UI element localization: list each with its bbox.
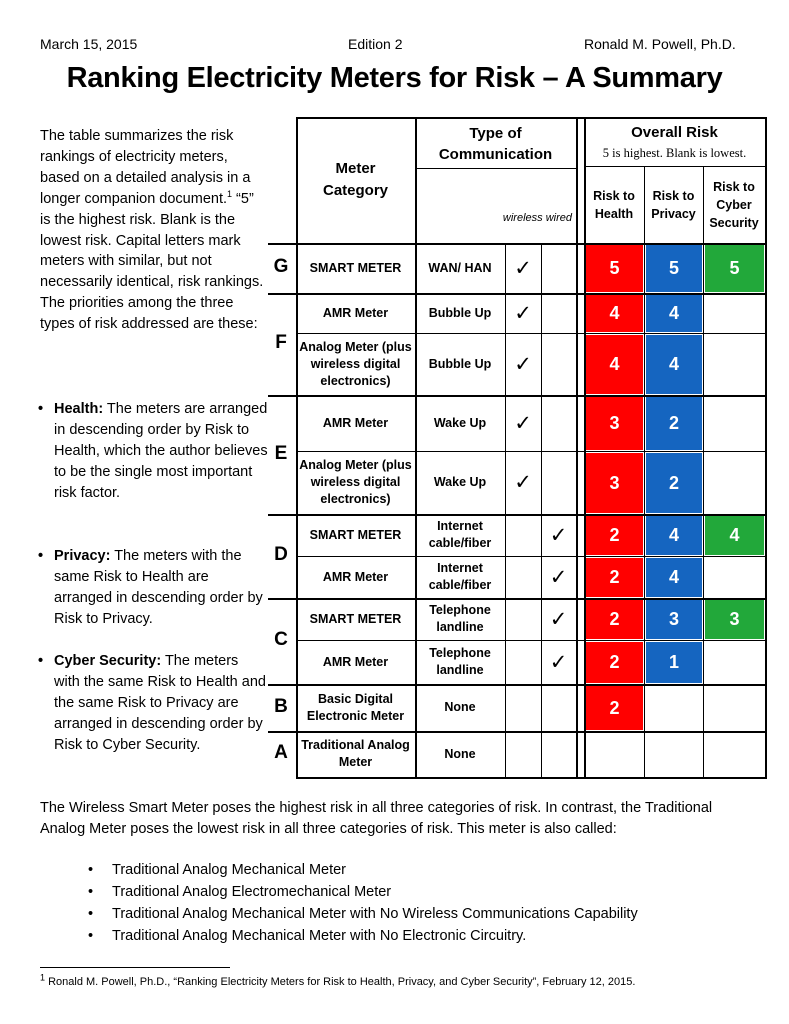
wired-check-icon: ✓: [549, 650, 568, 674]
bullet-privacy: [38, 546, 268, 630]
bullet-health: [38, 399, 268, 504]
header-author: Ronald M. Powell, Ph.D.: [584, 36, 736, 52]
communication-cell: Bubble Up: [428, 356, 492, 371]
wired-check-icon: ✓: [549, 523, 568, 547]
risk-privacy-value: 4: [646, 295, 702, 332]
row-divider: [296, 640, 767, 641]
bullet-label: Health:: [54, 401, 104, 417]
list-bullet: •: [88, 928, 94, 944]
group-letter: E: [274, 442, 288, 464]
risk-cyber-value: 3: [705, 600, 764, 639]
wireless-check-icon: ✓: [514, 352, 532, 376]
communication-cell: Telephone landline: [429, 603, 491, 634]
header-risk-cyber: Risk to Cyber Security: [709, 180, 759, 230]
meter-category-cell: Analog Meter (plus wireless digital electronics): [299, 458, 412, 506]
risk-health-value: 5: [586, 245, 643, 292]
meter-category-cell: Analog Meter (plus wireless digital electronics): [299, 339, 412, 388]
risk-cyber-value: 5: [705, 245, 764, 292]
risk-health-value: 2: [586, 558, 643, 597]
risk-health-value: 2: [586, 600, 643, 639]
table-line: [415, 168, 576, 169]
wireless-check-icon: ✓: [514, 471, 532, 494]
risk-health-value: 2: [586, 516, 643, 555]
meter-category-cell: SMART METER: [309, 527, 402, 542]
bullet-text: The meters are arranged in descending order by Risk to Health, which the author believes to be the single most important risk factor.: [54, 401, 268, 501]
communication-cell: Wake Up: [433, 475, 487, 489]
header-comm-sub: wireless wired: [502, 211, 572, 224]
communication-cell: None: [444, 746, 476, 761]
wireless-check-icon: ✓: [514, 411, 532, 435]
communication-cell: Bubble Up: [428, 305, 492, 320]
risk-health-value: 3: [586, 453, 643, 513]
footnote-ref: 1: [227, 188, 233, 199]
risk-privacy-value: 1: [646, 642, 702, 683]
group-divider: [268, 598, 767, 600]
group-letter: D: [274, 544, 288, 565]
meter-category-cell: SMART METER: [309, 260, 402, 275]
communication-cell: Telephone landline: [429, 646, 491, 677]
table-border: [296, 117, 298, 777]
list-bullet: •: [88, 906, 94, 922]
communication-cell: WAN/ HAN: [428, 260, 492, 275]
header-date: March 15, 2015: [40, 36, 138, 52]
risk-privacy-value: 4: [646, 558, 702, 597]
risk-privacy-value: 4: [646, 516, 702, 555]
footnote-mark: 1: [40, 972, 46, 983]
group-divider: [268, 731, 767, 733]
risk-health-value: 3: [586, 397, 643, 450]
risk-privacy-value: 4: [646, 335, 702, 394]
header-meter-category: Meter Category: [323, 160, 389, 199]
group-letter: B: [274, 695, 288, 717]
footnote-rule: [40, 967, 230, 968]
table-line: [268, 243, 767, 245]
intro-paragraph: [40, 126, 266, 335]
table-line: [505, 243, 506, 777]
table-line: [415, 117, 417, 777]
bullet-label: Cyber Security:: [54, 653, 162, 669]
risk-health-value: 4: [586, 295, 643, 332]
group-divider: [268, 684, 767, 686]
risk-health-value: 2: [586, 686, 643, 730]
group-divider: [268, 293, 767, 295]
bullet-dot: •: [38, 548, 44, 564]
meter-category-cell: Traditional Analog Meter: [301, 738, 410, 769]
table-border: [296, 117, 767, 119]
meter-category-cell: AMR Meter: [322, 305, 389, 320]
risk-privacy-value: 5: [646, 245, 702, 292]
meter-category-cell: SMART METER: [309, 611, 402, 626]
group-divider: [268, 395, 767, 397]
footnote-text: Ronald M. Powell, Ph.D., “Ranking Electricity Meters for Risk to Health, Privacy, and Cyber Security”, February 12, 2015.: [45, 976, 636, 988]
bullet-dot: •: [38, 653, 44, 669]
bullet-text: The meters with the same Risk to Health are arranged in descending order by Risk to Privacy.: [54, 548, 263, 627]
list-item: [88, 884, 391, 900]
risk-privacy-value: 3: [646, 600, 702, 639]
meter-category-cell: AMR Meter: [322, 654, 389, 669]
list-item-text: Traditional Analog Electromechanical Meter: [112, 884, 392, 900]
risk-health-value: 4: [586, 335, 643, 394]
communication-cell: None: [444, 700, 476, 714]
risk-cyber-value: 4: [705, 516, 764, 555]
communication-cell: Internet cable/fiber: [428, 519, 492, 550]
table-border: [765, 117, 767, 779]
header-risk-privacy: Risk to Privacy: [651, 189, 696, 221]
list-item: [88, 928, 526, 944]
header-risk-sub: 5 is highest. Blank is lowest.: [602, 145, 747, 160]
wired-check-icon: ✓: [549, 607, 568, 631]
bullet-text: The meters with the same Risk to Health and the same Risk to Privacy are arranged in descending order by Risk to Cyber Security.: [54, 653, 266, 753]
bullet-dot: •: [38, 401, 44, 417]
bullet-label: Privacy:: [54, 548, 111, 564]
group-letter: G: [273, 256, 289, 277]
group-letter: A: [274, 742, 288, 763]
meter-category-cell: AMR Meter: [322, 415, 389, 430]
group-divider: [268, 514, 767, 516]
table-divider: [576, 117, 578, 777]
list-item-text: Traditional Analog Mechanical Meter with No Electronic Circuitry.: [112, 928, 527, 944]
header-risk-health: Risk to Health: [593, 189, 635, 221]
list-bullet: •: [88, 884, 94, 900]
table-line: [584, 166, 765, 167]
wireless-check-icon: ✓: [514, 256, 532, 280]
row-divider: [296, 451, 767, 452]
table-line: [541, 243, 542, 777]
list-bullet: •: [88, 862, 94, 878]
list-item-text: Traditional Analog Mechanical Meter with No Wireless Communications Capability: [112, 906, 638, 922]
meter-category-cell: Basic Digital Electronic Meter: [306, 691, 405, 723]
bullet-cyber: [38, 651, 268, 756]
wired-check-icon: ✓: [549, 565, 568, 589]
group-letter: F: [275, 332, 287, 353]
summary-paragraph: The Wireless Smart Meter poses the highest risk in all three categories of risk. In contrast, the Traditional Analog Meter poses the lowest risk in all three categories of risk. This meter is also called:: [40, 800, 713, 837]
list-item: [88, 906, 638, 922]
footnote: [40, 972, 636, 988]
risk-privacy-value: 2: [646, 453, 702, 513]
wireless-check-icon: ✓: [514, 301, 532, 325]
intro-text-1: The table summarizes the risk rankings of electricity meters, based on a detailed analysis in a longer companion document.: [40, 128, 251, 207]
row-divider: [296, 333, 767, 334]
header-risk-title: Overall Risk: [631, 123, 718, 141]
risk-health-value: 2: [586, 642, 643, 683]
meter-category-cell: AMR Meter: [322, 569, 389, 584]
group-letter: C: [274, 629, 288, 650]
page-title: Ranking Electricity Meters for Risk – A Summary: [66, 62, 723, 94]
header-comm-title: Type of Communication: [438, 125, 553, 163]
table-border: [296, 777, 767, 779]
table-divider: [584, 117, 586, 777]
list-item: [88, 862, 346, 878]
list-item-text: Traditional Analog Mechanical Meter: [112, 862, 347, 878]
risk-privacy-value: 2: [646, 397, 702, 450]
communication-cell: Internet cable/fiber: [428, 561, 492, 592]
row-divider: [296, 556, 767, 557]
communication-cell: Wake Up: [433, 415, 487, 430]
header-edition: Edition 2: [348, 36, 403, 52]
intro-text-2: “5” is the highest risk. Blank is the lowest risk. Capital letters mark meters with similar, but not necessarily identical, risk rankings. The priorities among the three types of risk addressed are these:: [40, 190, 264, 333]
